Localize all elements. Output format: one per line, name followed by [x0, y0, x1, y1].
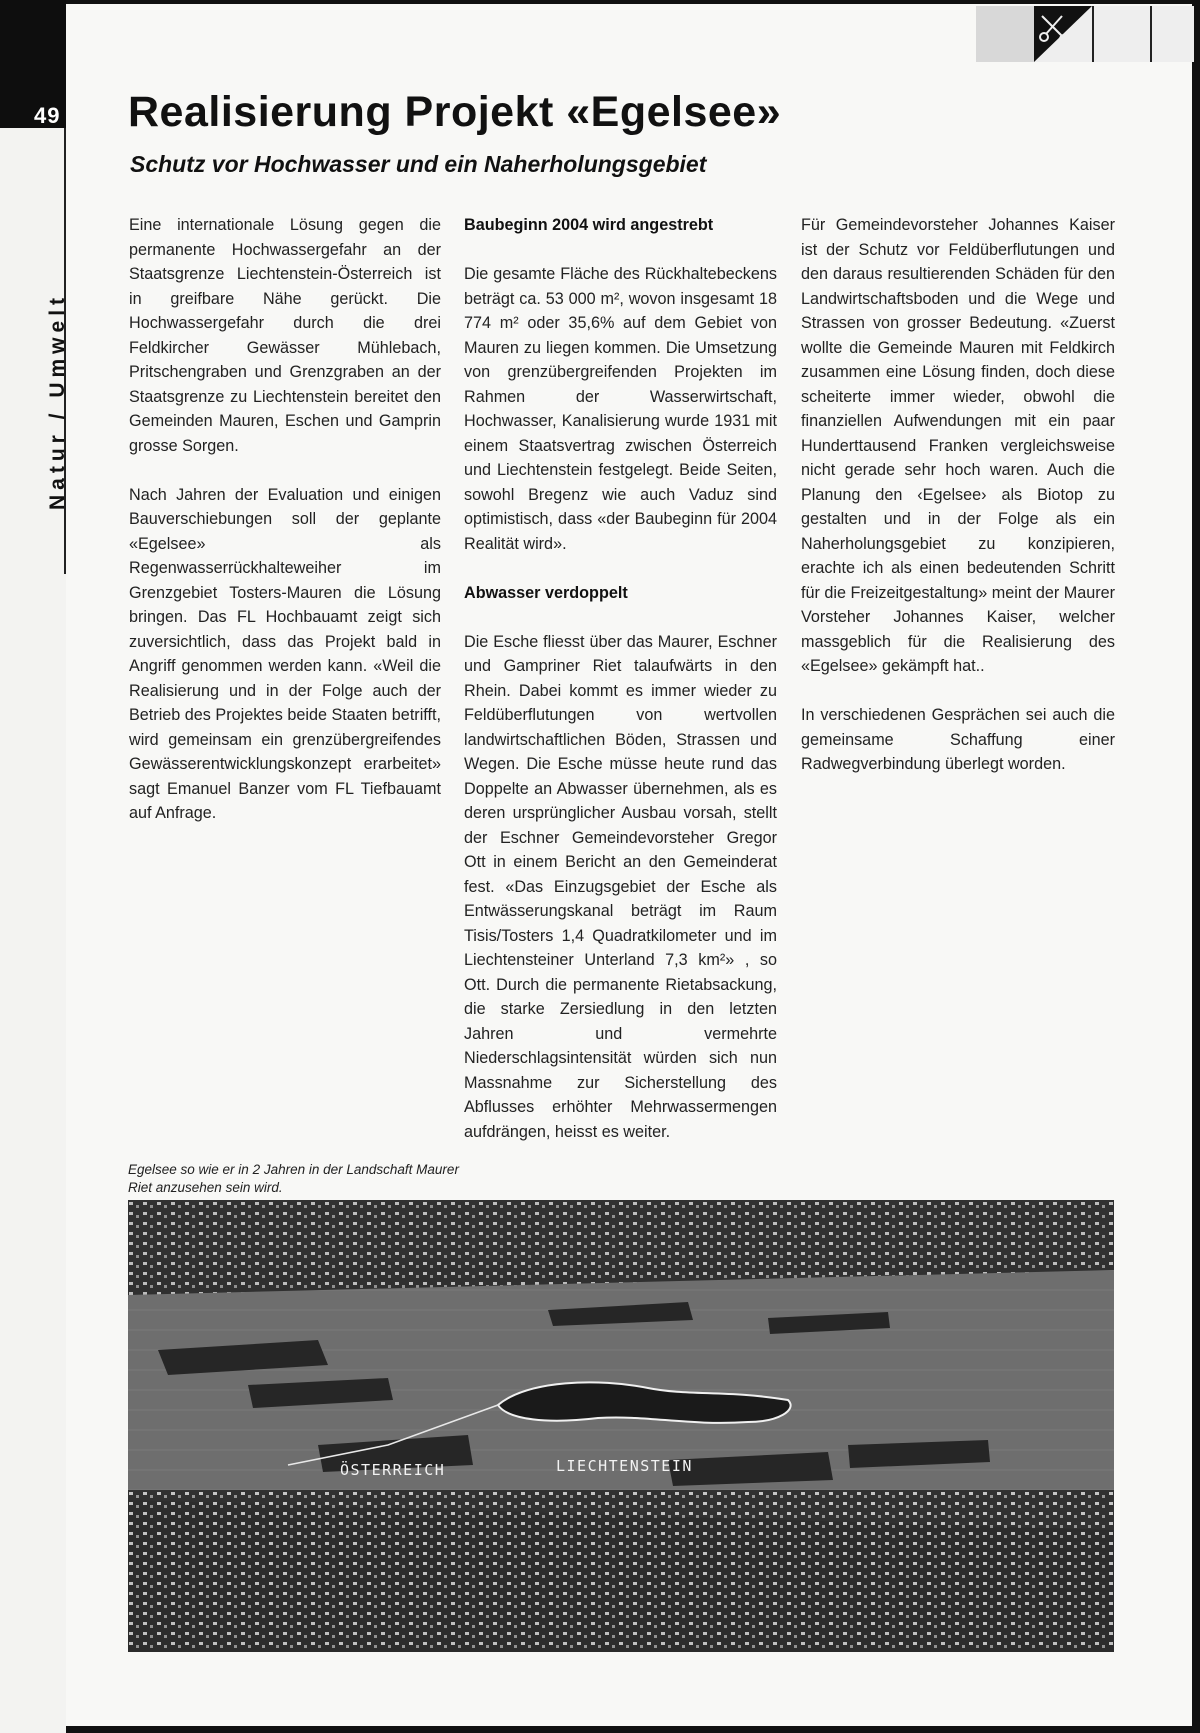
scissors-icon: [1034, 6, 1092, 62]
paragraph: Die gesamte Fläche des Rückhaltebeckens beträgt ca. 53 000 m², wovon insgesamt 18 774 m² oder 35,6% auf dem Gebiet von Mauren zu liegen kommen. Die Umsetzung von grenzübergreifenden Projekten im Rahmen der Wasserwirtschaft, Hochwasser, Kanalisierung wurde 1931 mit einem Staatsvertrag zwischen Österreich und Liechtenstein festgelegt. Beide Seiten, sowohl Bregenz wie auch Vaduz sind optimistisch, dass «der Baubeginn für 2004 Realität wird».: [464, 265, 777, 553]
article-column-2: [464, 213, 777, 1169]
section-heading: Baubeginn 2004 wird angestrebt: [464, 216, 714, 234]
page-number: 49: [34, 103, 61, 128]
article-column-1: [129, 213, 441, 850]
photo-caption: Egelsee so wie er in 2 Jahren in der Landschaft Maurer Riet anzusehen sein wird.: [128, 1162, 459, 1195]
scan-margin: [0, 0, 66, 1733]
section-label: Natur / Umwelt: [46, 292, 69, 510]
page-subtitle: Schutz vor Hochwasser und ein Naherholungsgebiet: [130, 151, 707, 177]
page-title: Realisierung Projekt «Egelsee»: [128, 88, 782, 136]
map-label-liechtenstein: LIECHTENSTEIN: [556, 1457, 693, 1475]
aerial-photo: [128, 1200, 1114, 1652]
corner-box: [976, 6, 1034, 62]
corner-box: [1150, 6, 1194, 62]
section-heading: Abwasser verdoppelt: [464, 583, 628, 602]
article-column-3: [801, 213, 1115, 801]
paragraph: Für Gemeindevorsteher Johannes Kaiser ist der Schutz vor Feldüberflutungen und den daraus resultierenden Schäden für den Landwirtschaftsboden und die Wege und Strassen von grosser Bedeutung. «Zuerst wollte die Gemeinde Mauren mit Feldkirch zusammen eine Lösung finden, doch diese scheiterte immer wieder, obwohl die finanziellen Aufwendungen mit ein paar Hunderttausend Franken vergleichsweise nicht gerade sehr hoch waren. Auch die Planung den ‹Egelsee› als Biotop zu gestalten und in der Folge als ein Naherholungsgebiet zu konzipieren, erachte ich als einen bedeutenden Schritt für die Freizeitgestaltung» meint der Maurer Vorsteher Johannes Kaiser, welcher massgeblich für die Realisierung des «Egelsee» gekämpft hat..: [801, 216, 1116, 675]
paragraph: In verschiedenen Gesprächen sei auch die gemeinsame Schaffung einer Radwegverbindung überlegt worden.: [801, 706, 1115, 773]
map-label-austria: ÖSTERREICH: [340, 1461, 446, 1479]
corner-box: [1092, 6, 1152, 62]
paragraph: Die Esche fliesst über das Maurer, Eschner und Gampriner Riet talaufwärts in den Rhein. Dabei kommt es immer wieder zu Feldüberflutungen von wertvollen landwirtschaftlichen Böden, Strassen und Wegen. Die Esche müsse heute rund das Doppelte an Abwasser übernehmen, als es deren ursprünglicher Ausbau vorsah, stellt der Eschner Gemeindevorsteher Gregor Ott in einem Bericht an den Gemeinderat fest. «Das Einzugsgebiet der Esche als Entwässerungskanal beträgt im Raum Tisis/Tosters 1,4 Quadratkilometer und im Liechtensteiner Unterland 7,3 km²» , so Ott. Durch die permanente Rietabsackung, die starke Zersiedlung in den letzten Jahren und vermehrte Niederschlagsintensität würden sich nun Massnahme zur Sicherstellung des Abflusses erhöhter Mehrwassermengen aufdrängen, heisst es weiter.: [464, 632, 777, 1141]
paragraph: Eine internationale Lösung gegen die permanente Hochwassergefahr an der Staatsgrenze Liechtenstein-Österreich ist in greifbare Nähe gerückt. Die Hochwassergefahr durch die drei Feldkircher Gewässer Mühlebach, Pritschengraben und Grenzgraben an der Staatsgrenze zu Liechtenstein bereitet den Gemeinden Mauren, Eschen und Gamprin grosse Sorgen.: [129, 216, 441, 455]
paragraph: Nach Jahren der Evaluation und einigen Bauverschiebungen soll der geplante «Egelsee» als Regenwasserrückhalteweiher im Grenzgebiet Tosters-Mauren die Lösung bringen. Das FL Hochbauamt zeigt sich zuversichtlich, dass das Projekt bald in Angriff genommen werden kann. «Weil die Realisierung und in der Folge auch der Betrieb des Projektes beide Staaten betrifft, wird gemeinsam ein grenzübergreifendes Gewässerentwicklungskonzept erarbeitet» sagt Emanuel Banzer vom FL Tiefbauamt auf Anfrage.: [129, 485, 441, 822]
